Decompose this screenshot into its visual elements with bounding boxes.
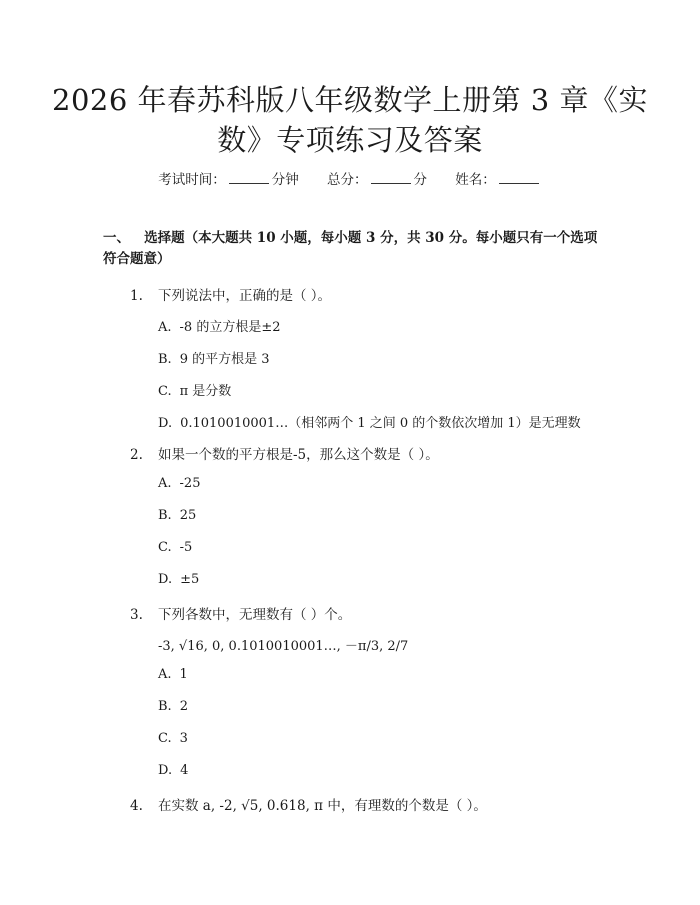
option-letter: B. [158,699,172,714]
question-number: 4. [130,798,143,814]
option-letter: D. [158,572,173,587]
option-letter: C. [158,384,172,399]
option-text: 2 [179,699,188,714]
question-2 [130,443,439,463]
question-stem: 下列各数中，无理数有（ ）个。 [158,607,352,623]
time-field [158,172,303,188]
option-3b[interactable] [158,699,188,714]
name-blank[interactable] [499,171,539,184]
option-letter: A. [158,320,172,335]
question-stem: 如果一个数的平方根是-5，那么这个数是（ ）。 [158,447,439,463]
score-label: 总分： [327,172,368,188]
section-text: 选择题（本大题共 10 小题，每小题 3 分，共 30 分。每小题只有一个选项符合题意） [103,230,598,267]
option-letter: A. [158,667,172,682]
option-3c[interactable] [158,731,188,746]
option-letter: C. [158,540,172,555]
option-letter: D. [158,763,173,778]
option-1d[interactable] [158,412,581,431]
question-number: 2. [130,447,143,463]
option-text: 1 [179,667,188,682]
option-text: 25 [179,508,197,523]
option-letter: B. [158,352,172,367]
option-1b[interactable] [158,348,270,367]
question-number: 1. [130,288,143,304]
question-1 [130,284,331,304]
score-blank[interactable] [371,171,411,184]
title-line-1: 2026 年春苏科版八年级数学上册第 3 章《实 [52,83,648,117]
option-1c[interactable] [158,380,231,399]
option-text: 0.1010010001…（相邻两个 1 之间 0 的个数依次增加 1）是无理数 [180,416,581,431]
option-letter: D. [158,416,173,431]
option-text: 9 的平方根是 3 [179,352,270,367]
time-blank[interactable] [229,171,269,184]
option-text: -8 的立方根是±2 [179,320,281,335]
exam-meta [0,168,700,188]
section-number: 一、 [103,230,130,246]
option-text: ±5 [180,572,200,587]
title-line-2: 数》专项练习及答案 [217,123,483,157]
question-3-numbers: -3, √16, 0, 0.1010010001…, －π/3, 2/7 [158,639,409,654]
time-unit: 分钟 [271,172,299,188]
option-letter: C. [158,731,172,746]
name-field [455,172,542,188]
option-3a[interactable] [158,667,188,682]
question-stem: 下列说法中，正确的是（ ）。 [158,288,332,304]
score-field [327,172,431,188]
option-text: 3 [179,731,188,746]
option-1a[interactable] [158,316,281,335]
question-3 [130,603,351,623]
option-2d[interactable] [158,572,199,587]
option-text: -25 [179,476,201,491]
question-stem: 在实数 a, -2, √5, 0.618, π 中，有理数的个数是（ ）。 [158,798,487,814]
option-2c[interactable] [158,540,192,555]
section-heading [103,228,603,270]
score-unit: 分 [413,172,427,188]
option-text: π 是分数 [179,384,232,399]
time-label: 考试时间： [158,172,226,188]
option-2a[interactable] [158,476,200,491]
option-text: 4 [180,763,189,778]
document-title [0,80,700,160]
option-3d[interactable] [158,763,188,778]
question-number: 3. [130,607,143,623]
option-letter: B. [158,508,172,523]
option-2b[interactable] [158,508,196,523]
question-4 [130,794,487,814]
option-letter: A. [158,476,172,491]
option-text: -5 [179,540,193,555]
name-label: 姓名： [455,172,496,188]
